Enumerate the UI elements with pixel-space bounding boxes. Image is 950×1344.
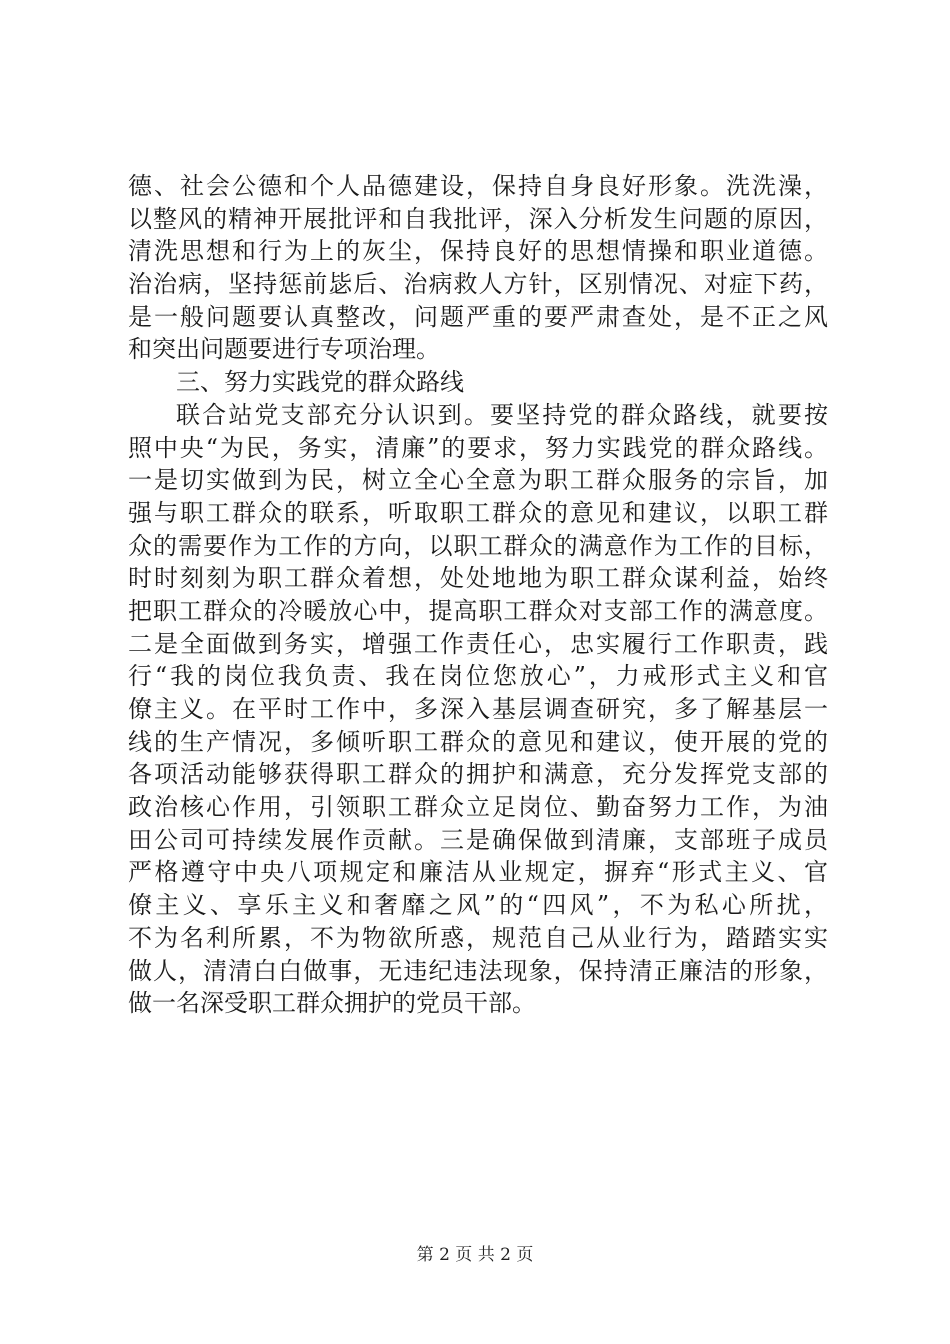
text-line: 做人，清清白白做事，无违纪违法现象，保持清正廉洁的形象， [128,956,828,985]
text-line: 和突出问题要进行专项治理。 [128,335,440,364]
text-line: 僚主义、享乐主义和奢靡之风”的“四风”，不为私心所扰， [128,891,828,920]
text-line: 线的生产情况，多倾听职工群众的意见和建议，使开展的党的 [128,727,828,756]
text-line: 不为名利所累，不为物欲所惑，规范自己从业行为，踏踏实实 [128,923,828,952]
text-line: 严格遵守中央八项规定和廉洁从业规定，摒弃“形式主义、官 [128,858,828,887]
text-line: 二是全面做到务实，增强工作责任心，忠实履行工作职责，践 [128,629,828,658]
text-line: 一是切实做到为民，树立全心全意为职工群众服务的宗旨，加 [128,466,828,495]
text-line: 做一名深受职工群众拥护的党员干部。 [128,989,536,1018]
text-line: 把职工群众的冷暖放心中，提高职工群众对支部工作的满意度。 [128,596,828,625]
text-line: 行“我的岗位我负责、我在岗位您放心”，力戒形式主义和官 [128,662,828,691]
text-line: 政治核心作用，引领职工群众立足岗位、勤奋努力工作，为油 [128,793,828,822]
text-line: 强与职工群众的联系，听取职工群众的意见和建议，以职工群 [128,498,828,527]
text-line: 以整风的精神开展批评和自我批评，深入分析发生问题的原因， [128,204,828,233]
page-number-footer: 第 2 页 共 2 页 [416,1245,534,1265]
text-line: 是一般问题要认真整改，问题严重的要严肃查处，是不正之风 [128,302,828,331]
document-body [128,170,828,1020]
text-line: 僚主义。在平时工作中，多深入基层调查研究，多了解基层一 [128,695,828,723]
section-heading: 三、努力实践党的群众路线 [176,368,464,397]
text-line: 众的需要作为工作的方向，以职工群众的满意作为工作的目标， [128,531,828,560]
text-line: 治治病，坚持惩前毖后、治病救人方针，区别情况、对症下药， [128,270,828,299]
text-line: 照中央“为民，务实，清廉”的要求，努力实践党的群众路线。 [128,433,828,462]
text-line: 各项活动能够获得职工群众的拥护和满意，充分发挥党支部的 [128,760,828,789]
text-line: 联合站党支部充分认识到。要坚持党的群众路线，就要按 [176,400,828,429]
text-line: 田公司可持续发展作贡献。三是确保做到清廉，支部班子成员 [128,825,828,854]
text-line: 德、社会公德和个人品德建设，保持自身良好形象。洗洗澡， [128,172,828,200]
text-line: 时时刻刻为职工群众着想，处处地地为职工群众谋利益，始终 [128,564,828,593]
text-line: 清洗思想和行为上的灰尘，保持良好的思想情操和职业道德。 [128,237,828,266]
